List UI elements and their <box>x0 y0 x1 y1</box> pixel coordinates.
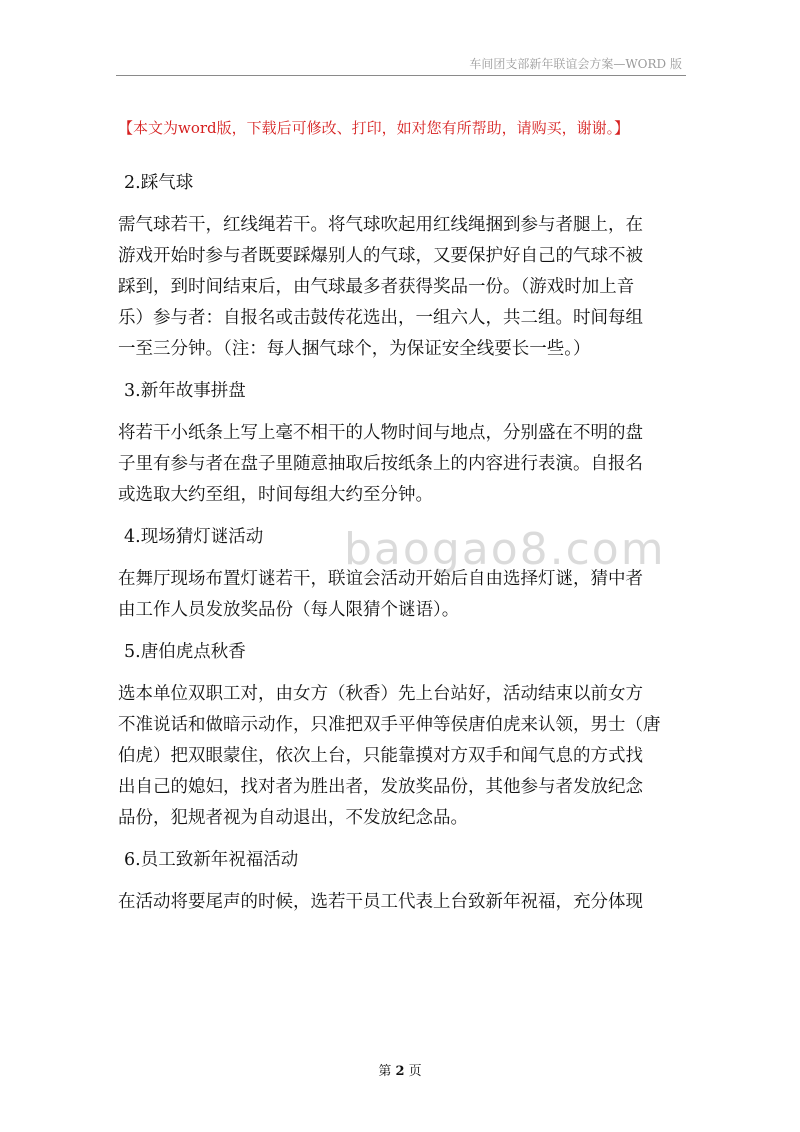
page-header-title: 车间团支部新年联谊会方案—WORD 版 <box>469 57 682 71</box>
section-heading: 4.现场猜灯谜活动 <box>124 527 264 547</box>
paragraph-line: 在舞厅现场布置灯谜若干，联谊会活动开始后自由选择灯谜，猜中者 <box>118 569 643 589</box>
paragraph-line: 将若干小纸条上写上毫不相干的人物时间与地点，分别盛在不明的盘 <box>118 423 643 443</box>
paragraph-line: 出自己的媳妇，找对者为胜出者，发放奖品份，其他参与者发放纪念 <box>118 777 643 797</box>
header-divider <box>116 75 686 76</box>
paragraph-line: 一至三分钟。（注：每人捆气球个，为保证安全线要长一些。） <box>118 339 591 359</box>
paragraph-line: 由工作人员发放奖品份（每人限猜个谜语）。 <box>118 600 460 620</box>
section-heading: 3.新年故事拼盘 <box>124 381 246 401</box>
section-paragraph <box>118 210 688 365</box>
paragraph-line: 乐）参与者：自报名或击鼓传花选出，一组六人，共二组。时间每组 <box>118 308 643 328</box>
purchase-notice: 【本文为word版，下载后可修改、打印，如对您有所帮助，请购买，谢谢。】 <box>118 119 630 137</box>
page-number-prefix: 第 <box>378 1064 392 1079</box>
paragraph-line: 选本单位双职工对，由女方（秋香）先上台站好，活动结束以前女方 <box>118 684 643 704</box>
section-paragraph <box>118 679 688 834</box>
page-number-suffix: 页 <box>408 1064 422 1079</box>
site-watermark: baogao8.com <box>344 524 666 575</box>
paragraph-line: 子里有参与者在盘子里随意抽取后按纸条上的内容进行表演。自报名 <box>118 454 643 474</box>
paragraph-line: 踩到，到时间结束后，由气球最多者获得奖品一份。（游戏时加上音 <box>118 277 635 297</box>
section-paragraph <box>118 887 688 918</box>
section-heading: 6.员工致新年祝福活动 <box>124 850 299 870</box>
paragraph-line: 游戏开始时参与者既要踩爆别人的气球，又要保护好自己的气球不被 <box>118 246 643 266</box>
paragraph-line: 伯虎）把双眼蒙住，依次上台，只能靠摸对方双手和闻气息的方式找 <box>118 746 643 766</box>
section-paragraph <box>118 418 688 511</box>
paragraph-line: 在活动将要尾声的时候，选若干员工代表上台致新年祝福，充分体现 <box>118 892 643 912</box>
section-heading: 5.唐伯虎点秋香 <box>124 642 246 662</box>
paragraph-line: 品份，犯规者视为自动退出，不发放纪念品。 <box>118 808 468 828</box>
page-footer <box>0 1060 800 1079</box>
paragraph-line: 需气球若干，红线绳若干。将气球吹起用红线绳捆到参与者腿上，在 <box>118 215 643 235</box>
paragraph-line: 或选取大约至组，时间每组大约至分钟。 <box>118 485 433 505</box>
section-heading: 2.踩气球 <box>124 173 194 193</box>
page-number: 2 <box>395 1064 405 1079</box>
paragraph-line: 不准说话和做暗示动作，只准把双手平伸等侯唐伯虎来认领，男士（唐 <box>118 715 661 735</box>
